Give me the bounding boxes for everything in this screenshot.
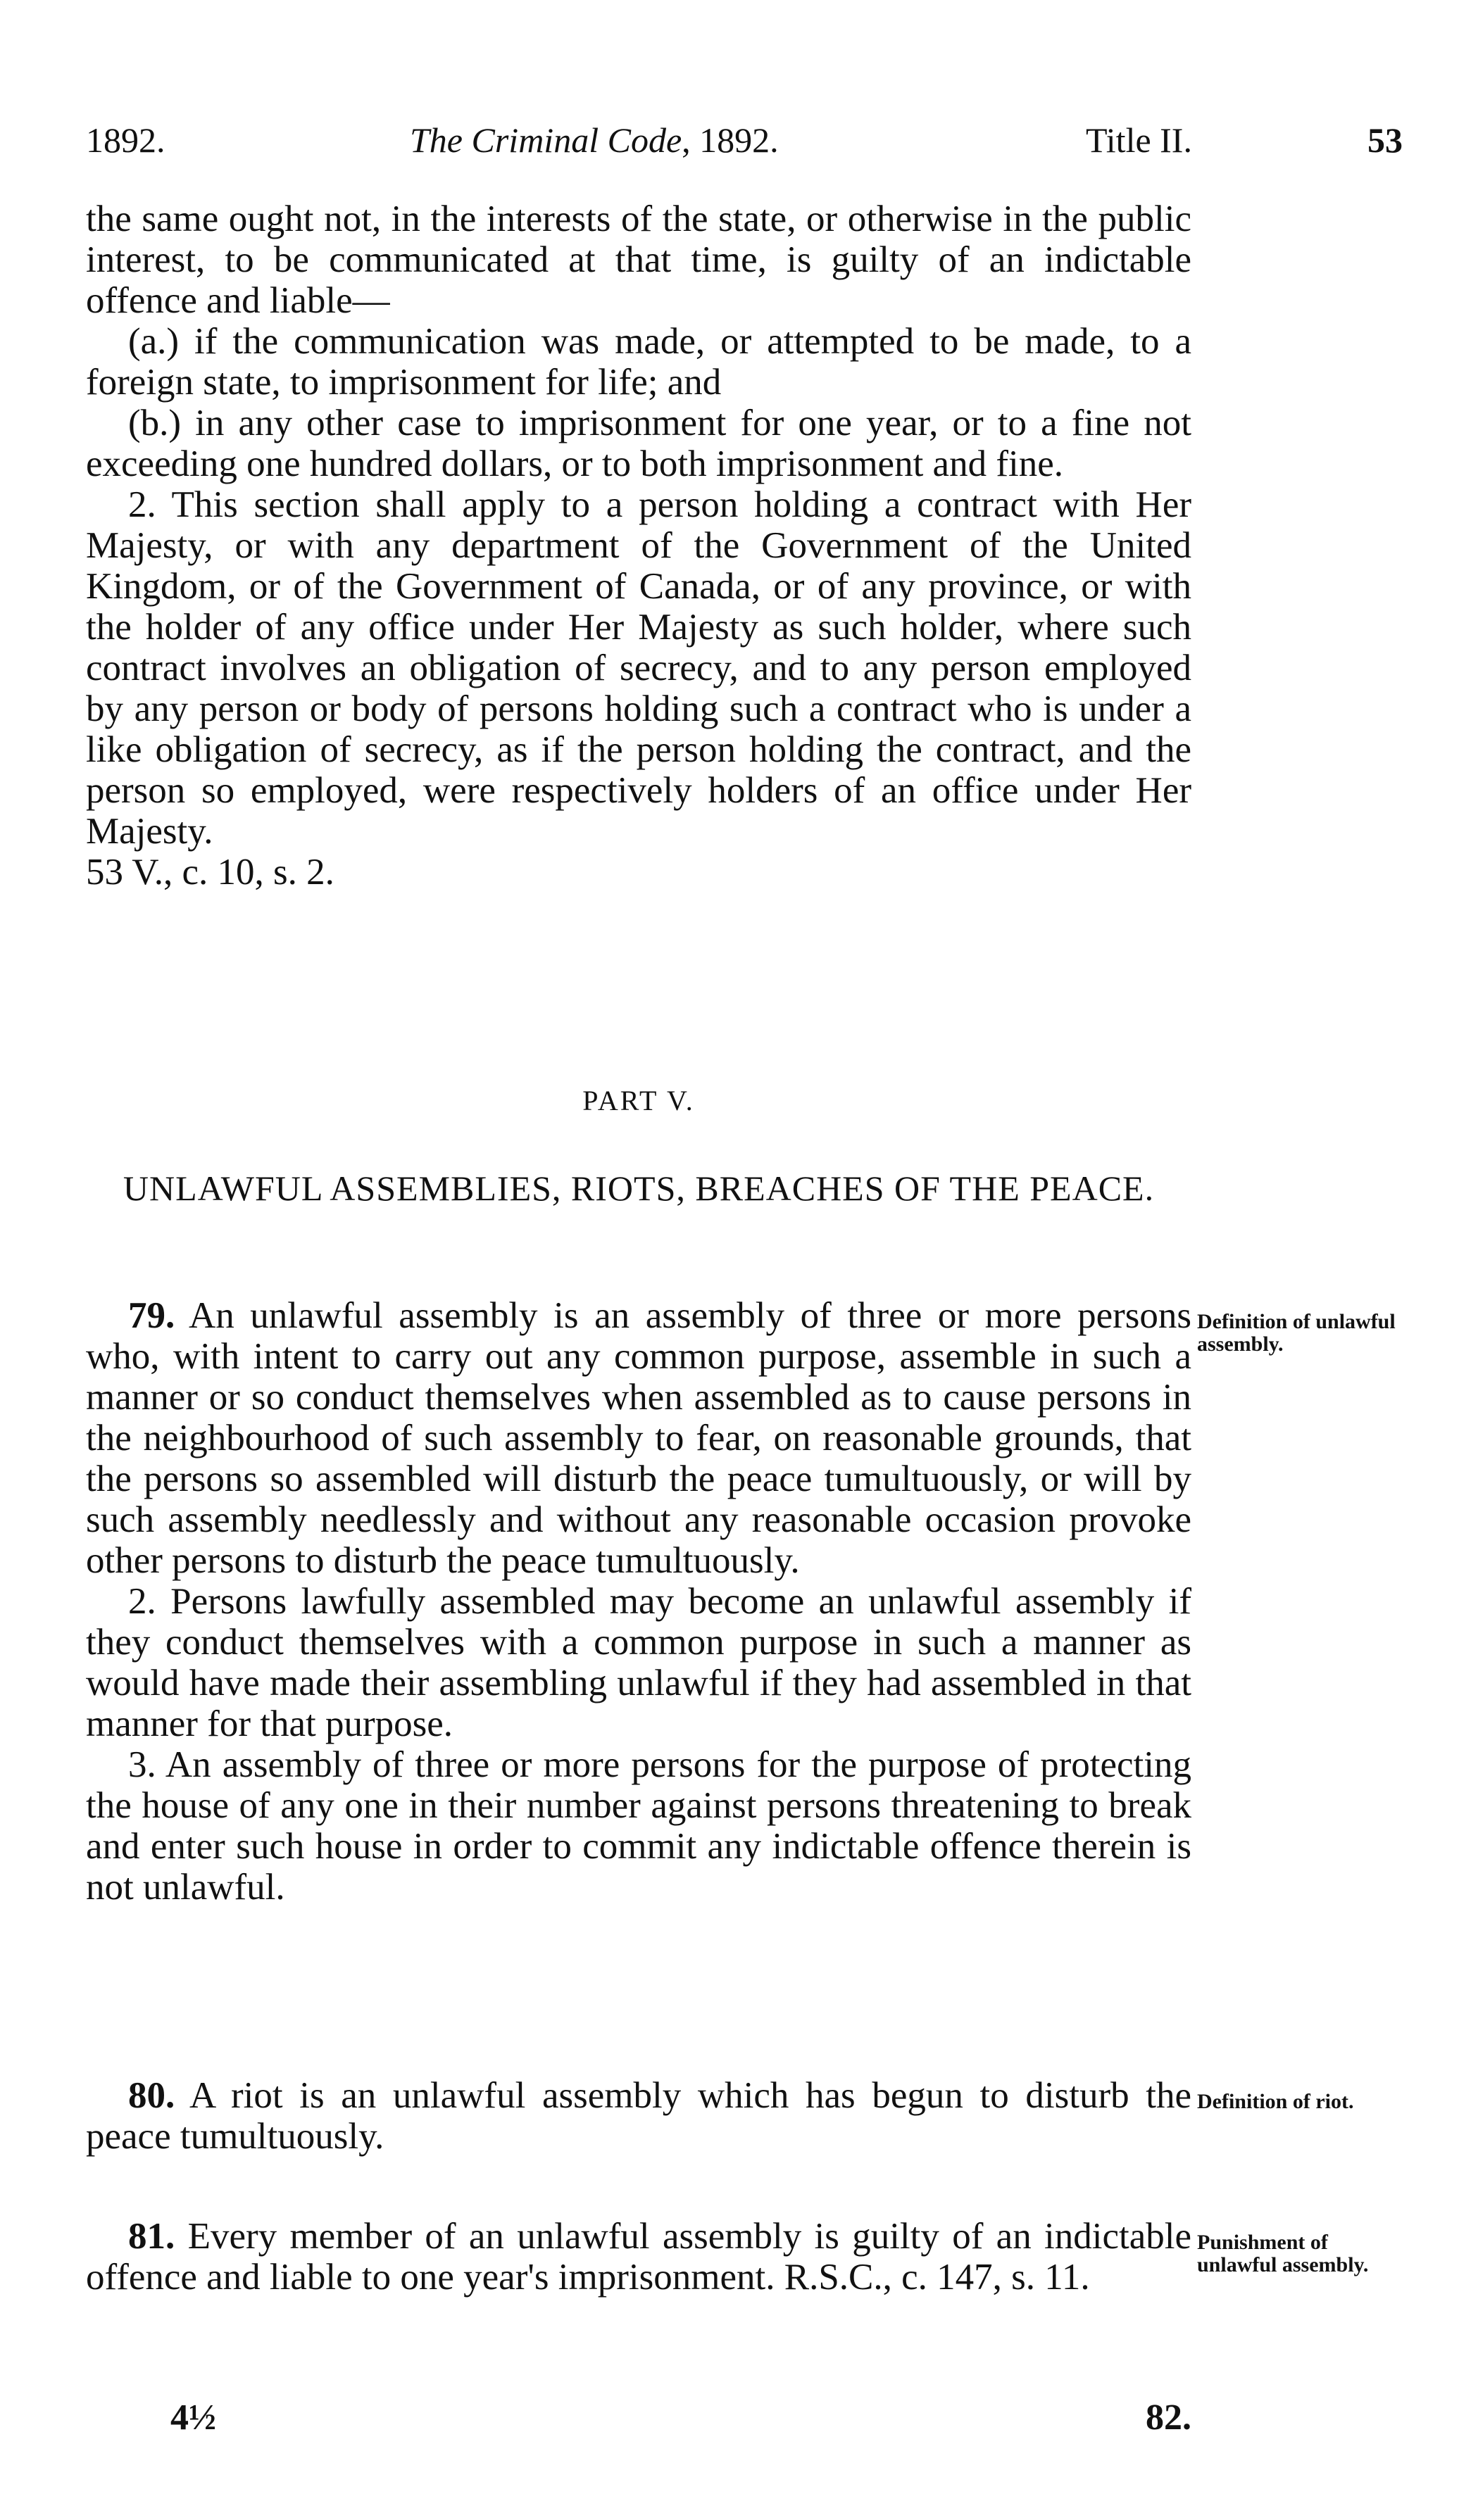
page-footer: [86, 2397, 1191, 2446]
part-title: UNLAWFUL ASSEMBLIES, RIOTS, BREACHES OF THE PEACE.: [123, 1168, 1155, 1208]
margin-note-81: Punishment of unlawful assembly.: [1197, 2231, 1369, 2276]
section-80: [86, 2075, 1191, 2157]
margin-note-79: Definition of unlawful assembly.: [1197, 1310, 1396, 1356]
section-81-text: Every member of an unlawful assembly is guilty of an indictable offence and liable to one year's imprisonment.: [86, 2216, 1192, 2298]
continuation-text: [86, 199, 1191, 893]
section-81-number: 81.: [128, 2216, 175, 2257]
section-80-paragraph: [86, 2075, 1191, 2157]
section-80-number: 80.: [128, 2075, 175, 2116]
header-year: 1892.: [86, 120, 165, 160]
section-79-paragraph-1: [86, 1295, 1191, 1581]
signature-mark: 4½: [170, 2398, 216, 2438]
section-81: [86, 2216, 1191, 2298]
section-81-reference: R.S.C., c. 147, s. 11.: [784, 2257, 1090, 2298]
continuation-paragraph-1: the same ought not, in the interests of the state, or otherwise in the public interest, to be communicated at that time, is guilty of an indictable offence and liable—: [86, 199, 1191, 321]
catchword: 82.: [1146, 2398, 1191, 2438]
section-80-text: A riot is an unlawful assembly which has begun to disturb the peace tumultuously.: [86, 2075, 1192, 2157]
section-79-number: 79.: [128, 1295, 175, 1336]
continuation-clause-a: (a.) if the communication was made, or attempted to be made, to a foreign state, to imprisonment for life; and: [86, 321, 1191, 403]
running-header: [86, 120, 1403, 169]
section-79-subsection-2: 2. Persons lawfully assembled may become an unlawful assembly if they conduct themselves with a common purpose in such a manner as would have made their assembling unlawful if they had assembled in that manner for that purpose.: [86, 1581, 1191, 1744]
section-79-text: An unlawful assembly is an assembly of three or more persons who, with intent to carry out any common purpose, assemble in such a manner or so conduct themselves when assembled as to cause persons in the neighbourhood of such assembly to fear, on reasonable grounds, that the persons so assembled will disturb the peace tumultuously, or will by such assembly needlessly and without any reasonable occasion provoke other persons to disturb the peace tumultuously.: [86, 1295, 1192, 1581]
page-number: 53: [1367, 120, 1403, 160]
header-title-suffix: , 1892.: [682, 120, 779, 160]
continuation-reference: 53 V., c. 10, s. 2.: [86, 852, 334, 893]
margin-note-80: Definition of riot.: [1197, 2090, 1354, 2113]
header-title-italic: The Criminal Code: [410, 120, 682, 160]
header-title: [410, 120, 779, 160]
continuation-clause-b: (b.) in any other case to imprisonment for one year, or to a fine not exceeding one hundred dollars, or to both imprisonment and fine.: [86, 403, 1191, 484]
header-title-section: Title II.: [1086, 120, 1192, 160]
part-heading: PART V.: [582, 1085, 695, 1116]
continuation-subsection-2: 2. This section shall apply to a person holding a contract with Her Majesty, or with any department of the Government of the United Kingdom, or of the Government of Canada, or of any province, or with the holder of any office under Her Majesty as such holder, where such contract involves an obligation of secrecy, and to any person employed by any person or body of persons holding such a contract who is under a like obligation of secrecy, as if the person holding the contract, and the person so employed, were respectively holders of an office under Her Majesty.: [86, 484, 1191, 852]
section-79: [86, 1295, 1191, 1908]
section-81-paragraph: [86, 2216, 1191, 2298]
section-79-subsection-3: 3. An assembly of three or more persons for the purpose of protecting the house of any one in their number against persons threatening to break and enter such house in order to commit any indictable offence therein is not unlawful.: [86, 1744, 1191, 1908]
